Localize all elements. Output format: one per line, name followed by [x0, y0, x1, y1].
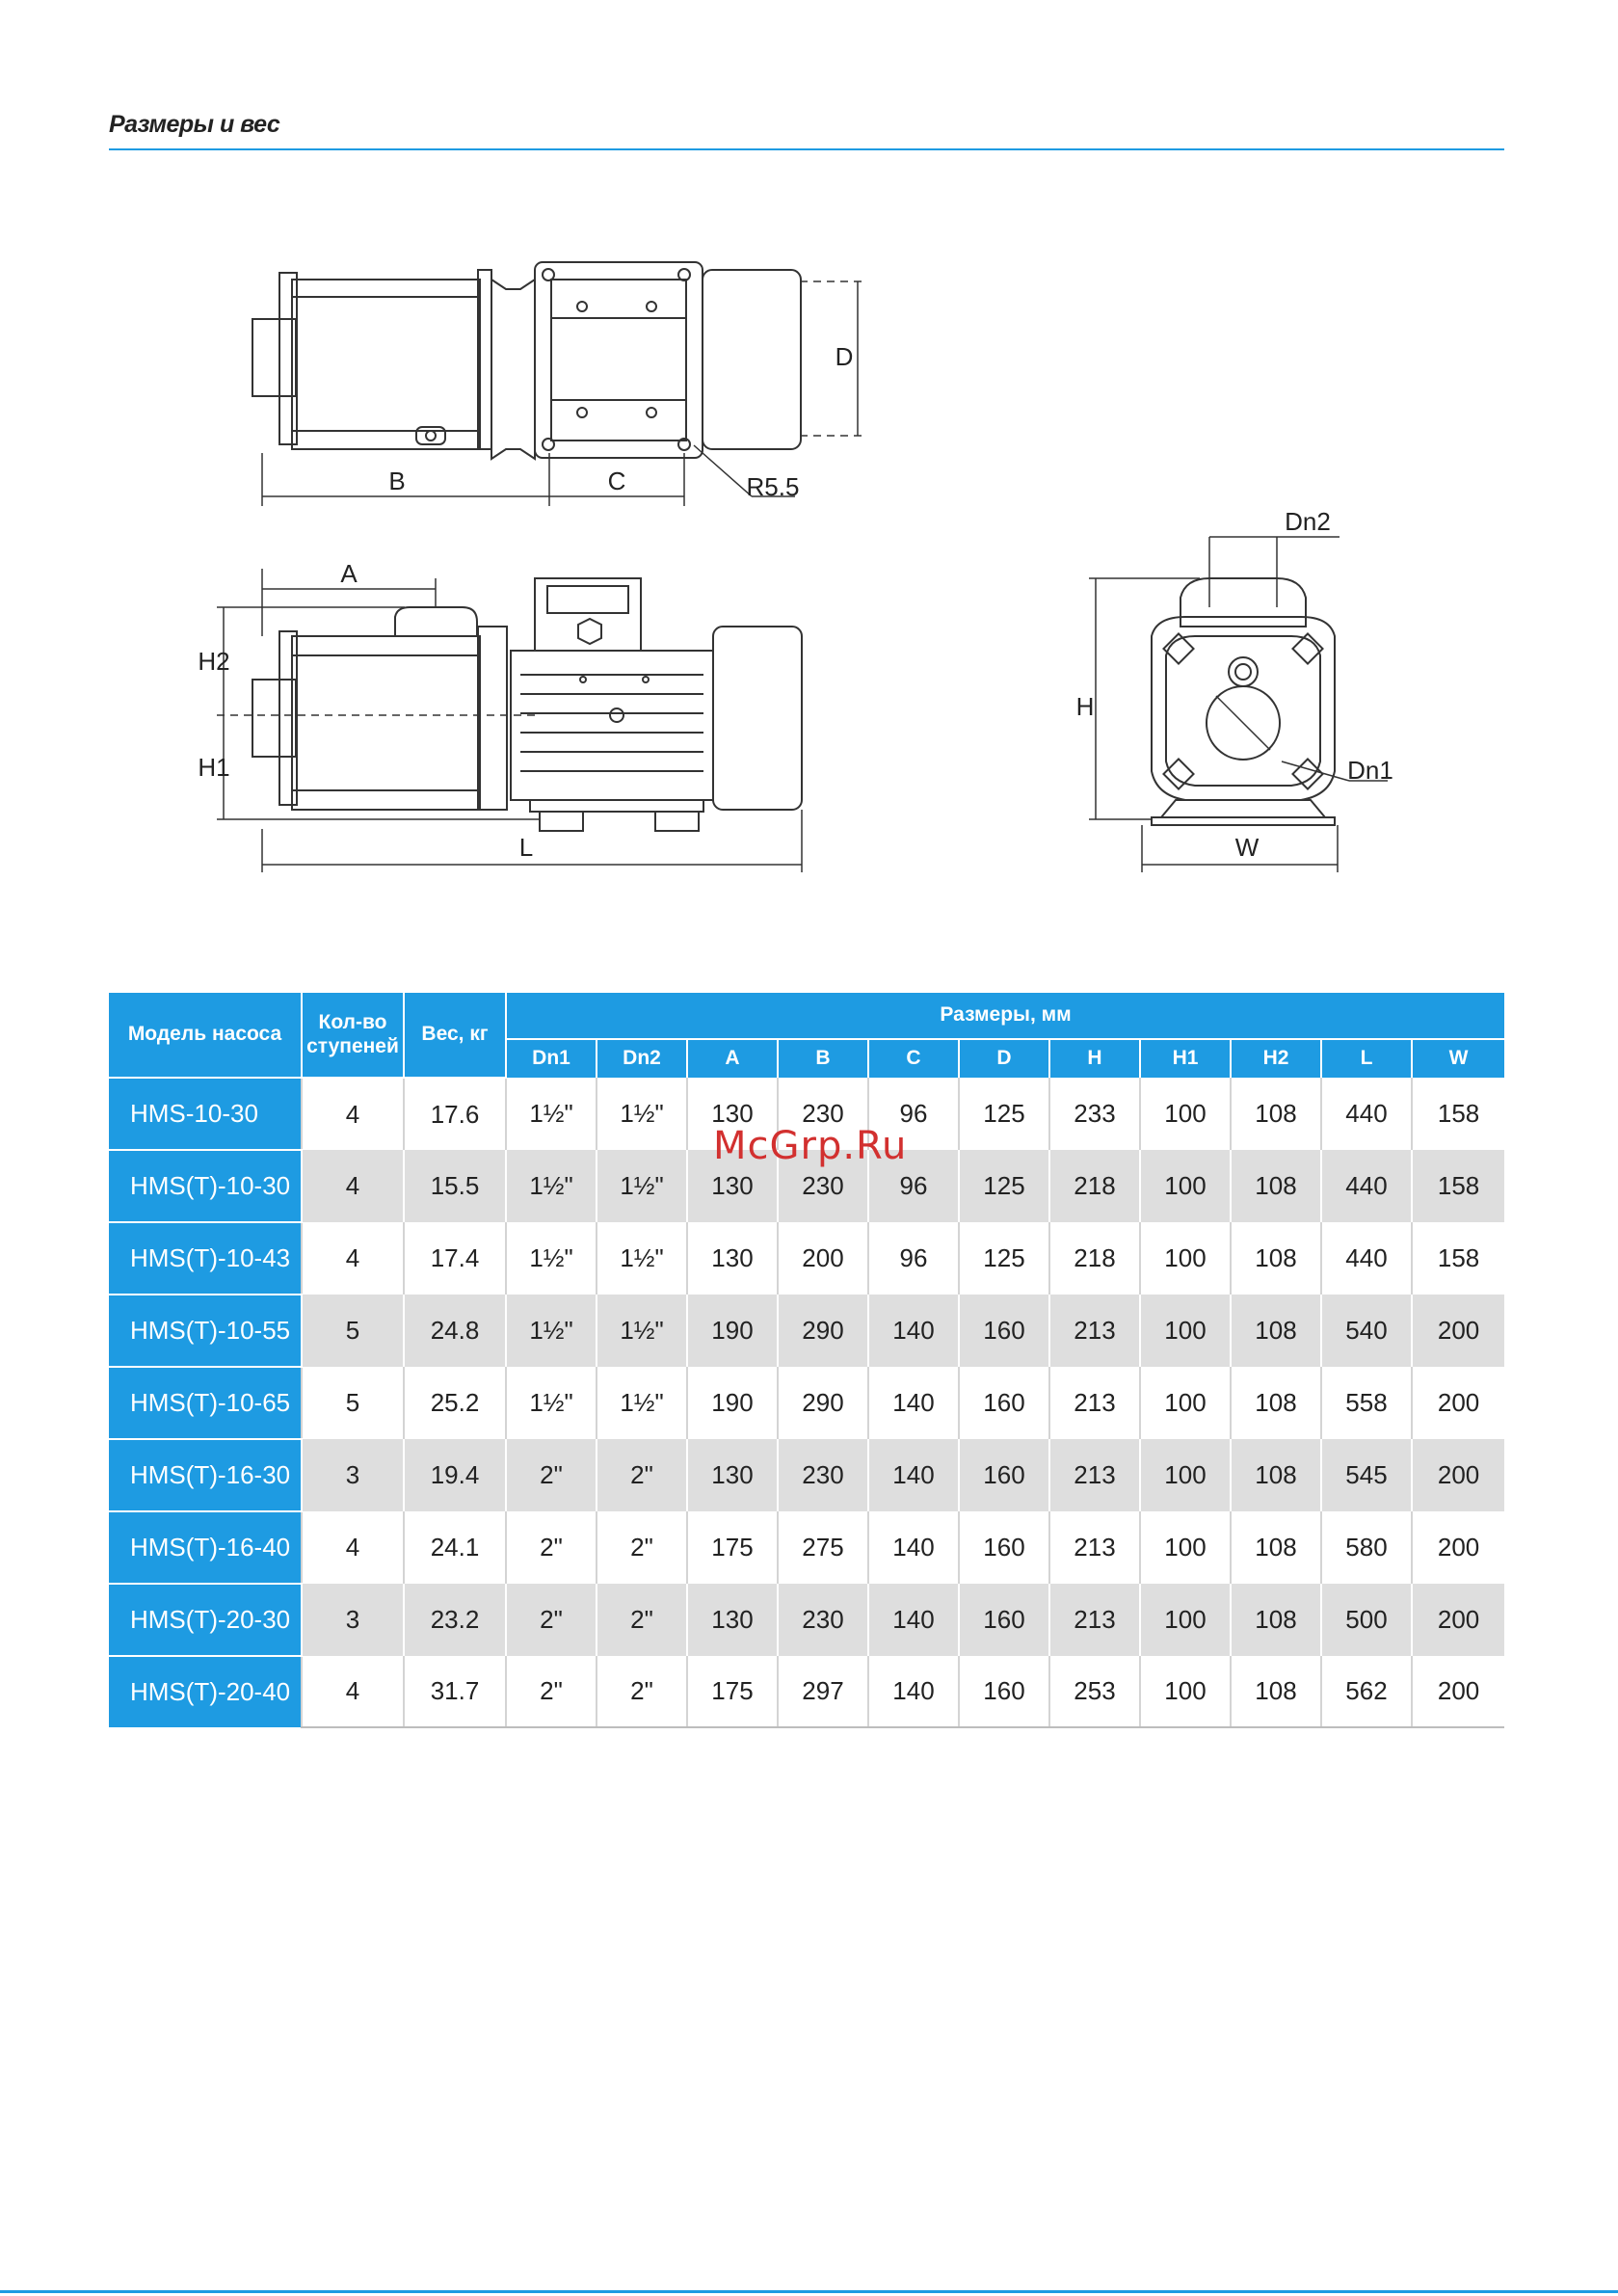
cell-b: 297 — [778, 1656, 868, 1727]
table-row — [109, 1295, 1504, 1367]
cell-stages: 4 — [302, 1150, 404, 1222]
cell-h2: 108 — [1231, 1511, 1321, 1584]
cell-dn2: 1½" — [597, 1295, 687, 1367]
label-side-a: A — [340, 559, 358, 588]
label-top-d: D — [835, 342, 854, 371]
label-top-c: C — [607, 467, 626, 495]
cell-dn1: 2" — [506, 1584, 597, 1656]
cell-model: HMS-10-30 — [109, 1078, 302, 1150]
cell-h2: 108 — [1231, 1656, 1321, 1727]
cell-b: 230 — [778, 1584, 868, 1656]
label-front-h: H — [1075, 692, 1095, 721]
cell-l: 558 — [1321, 1367, 1412, 1439]
cell-model: HMS(T)-20-30 — [109, 1584, 302, 1656]
table-row — [109, 1222, 1504, 1295]
cell-h: 218 — [1049, 1222, 1140, 1295]
cell-model: HMS(T)-16-40 — [109, 1511, 302, 1584]
cell-weight: 31.7 — [404, 1656, 506, 1727]
cell-model: HMS(T)-10-43 — [109, 1222, 302, 1295]
cell-w: 200 — [1412, 1439, 1504, 1511]
cell-model: HMS(T)-10-65 — [109, 1367, 302, 1439]
cell-h1: 100 — [1140, 1656, 1231, 1727]
cell-w: 200 — [1412, 1511, 1504, 1584]
cell-l: 440 — [1321, 1150, 1412, 1222]
cell-dn2: 2" — [597, 1439, 687, 1511]
cell-h: 218 — [1049, 1150, 1140, 1222]
section-title: Размеры и вес — [109, 111, 280, 138]
cell-c: 96 — [868, 1078, 959, 1150]
label-top-radius: R5.5 — [746, 472, 800, 501]
header-d: D — [959, 1039, 1049, 1078]
cell-b: 230 — [778, 1150, 868, 1222]
cell-l: 440 — [1321, 1078, 1412, 1150]
table-row — [109, 1656, 1504, 1727]
cell-d: 125 — [959, 1078, 1049, 1150]
cell-weight: 24.8 — [404, 1295, 506, 1367]
label-front-dn1: Dn1 — [1347, 756, 1393, 785]
cell-l: 500 — [1321, 1584, 1412, 1656]
cell-stages: 3 — [302, 1439, 404, 1511]
cell-c: 96 — [868, 1222, 959, 1295]
cell-c: 140 — [868, 1656, 959, 1727]
cell-a: 190 — [687, 1295, 778, 1367]
cell-h1: 100 — [1140, 1439, 1231, 1511]
cell-h1: 100 — [1140, 1078, 1231, 1150]
cell-a: 130 — [687, 1150, 778, 1222]
label-front-w: W — [1234, 833, 1260, 862]
cell-h1: 100 — [1140, 1367, 1231, 1439]
table-row — [109, 1367, 1504, 1439]
cell-b: 230 — [778, 1078, 868, 1150]
cell-h: 253 — [1049, 1656, 1140, 1727]
header-c: C — [868, 1039, 959, 1078]
cell-stages: 4 — [302, 1078, 404, 1150]
cell-stages: 5 — [302, 1367, 404, 1439]
watermark: McGrp.Ru — [713, 1124, 908, 1168]
cell-b: 275 — [778, 1511, 868, 1584]
front-view — [1152, 578, 1335, 825]
cell-b: 290 — [778, 1295, 868, 1367]
cell-dn2: 1½" — [597, 1367, 687, 1439]
cell-weight: 23.2 — [404, 1584, 506, 1656]
label-side-h2: H2 — [198, 647, 230, 676]
cell-a: 130 — [687, 1222, 778, 1295]
cell-weight: 25.2 — [404, 1367, 506, 1439]
cell-a: 130 — [687, 1439, 778, 1511]
cell-b: 290 — [778, 1367, 868, 1439]
cell-w: 200 — [1412, 1656, 1504, 1727]
cell-w: 158 — [1412, 1150, 1504, 1222]
cell-model: HMS(T)-16-30 — [109, 1439, 302, 1511]
header-dimensions: Размеры, мм — [506, 993, 1504, 1039]
cell-c: 140 — [868, 1367, 959, 1439]
cell-weight: 24.1 — [404, 1511, 506, 1584]
cell-c: 140 — [868, 1511, 959, 1584]
cell-stages: 4 — [302, 1511, 404, 1584]
label-top-b: B — [388, 467, 406, 495]
header-h2: H2 — [1231, 1039, 1321, 1078]
cell-dn1: 2" — [506, 1511, 597, 1584]
header-l: L — [1321, 1039, 1412, 1078]
cell-dn1: 1½" — [506, 1367, 597, 1439]
pump-spec-table — [109, 993, 1504, 1728]
cell-c: 140 — [868, 1439, 959, 1511]
header-dn1: Dn1 — [506, 1039, 597, 1078]
cell-h2: 108 — [1231, 1078, 1321, 1150]
cell-a: 130 — [687, 1078, 778, 1150]
cell-dn1: 1½" — [506, 1078, 597, 1150]
cell-stages: 4 — [302, 1222, 404, 1295]
cell-a: 175 — [687, 1511, 778, 1584]
cell-dn2: 1½" — [597, 1222, 687, 1295]
cell-h2: 108 — [1231, 1150, 1321, 1222]
header-weight: Вес, кг — [404, 993, 506, 1078]
header-w: W — [1412, 1039, 1504, 1078]
header-h: H — [1049, 1039, 1140, 1078]
cell-l: 562 — [1321, 1656, 1412, 1727]
cell-h1: 100 — [1140, 1511, 1231, 1584]
label-side-h1: H1 — [198, 753, 230, 782]
cell-l: 440 — [1321, 1222, 1412, 1295]
header-stages: Кол-во ступеней — [302, 993, 404, 1078]
cell-h: 213 — [1049, 1439, 1140, 1511]
cell-c: 140 — [868, 1584, 959, 1656]
cell-weight: 19.4 — [404, 1439, 506, 1511]
cell-dn2: 1½" — [597, 1078, 687, 1150]
cell-h2: 108 — [1231, 1295, 1321, 1367]
label-side-l: L — [518, 833, 534, 862]
cell-d: 160 — [959, 1656, 1049, 1727]
header-h1: H1 — [1140, 1039, 1231, 1078]
label-front-dn2: Dn2 — [1285, 507, 1331, 536]
cell-h: 213 — [1049, 1295, 1140, 1367]
cell-h: 213 — [1049, 1511, 1140, 1584]
cell-dn2: 1½" — [597, 1150, 687, 1222]
cell-d: 160 — [959, 1367, 1049, 1439]
cell-l: 545 — [1321, 1439, 1412, 1511]
cell-stages: 5 — [302, 1295, 404, 1367]
cell-b: 200 — [778, 1222, 868, 1295]
cell-weight: 15.5 — [404, 1150, 506, 1222]
table-row — [109, 1439, 1504, 1511]
cell-h1: 100 — [1140, 1150, 1231, 1222]
cell-w: 158 — [1412, 1222, 1504, 1295]
header-dn2: Dn2 — [597, 1039, 687, 1078]
side-view — [252, 578, 802, 831]
cell-h2: 108 — [1231, 1439, 1321, 1511]
cell-dn1: 2" — [506, 1439, 597, 1511]
cell-h: 213 — [1049, 1367, 1140, 1439]
cell-weight: 17.4 — [404, 1222, 506, 1295]
cell-l: 580 — [1321, 1511, 1412, 1584]
cell-w: 200 — [1412, 1295, 1504, 1367]
header-b: B — [778, 1039, 868, 1078]
spec-table-body — [109, 1078, 1504, 1727]
cell-h1: 100 — [1140, 1295, 1231, 1367]
cell-a: 190 — [687, 1367, 778, 1439]
pump-dimension-drawing — [0, 0, 1618, 906]
cell-stages: 3 — [302, 1584, 404, 1656]
cell-weight: 17.6 — [404, 1078, 506, 1150]
table-row — [109, 1584, 1504, 1656]
cell-dn2: 2" — [597, 1511, 687, 1584]
cell-c: 140 — [868, 1295, 959, 1367]
cell-model: HMS(T)-20-40 — [109, 1656, 302, 1727]
header-a: A — [687, 1039, 778, 1078]
top-view — [252, 262, 801, 459]
cell-model: HMS(T)-10-30 — [109, 1150, 302, 1222]
cell-dn2: 2" — [597, 1656, 687, 1727]
cell-b: 230 — [778, 1439, 868, 1511]
cell-stages: 4 — [302, 1656, 404, 1727]
table-row — [109, 1511, 1504, 1584]
cell-l: 540 — [1321, 1295, 1412, 1367]
cell-d: 160 — [959, 1511, 1049, 1584]
cell-dn1: 1½" — [506, 1295, 597, 1367]
cell-w: 200 — [1412, 1584, 1504, 1656]
bottom-rule — [0, 2290, 1618, 2293]
cell-c: 96 — [868, 1150, 959, 1222]
cell-a: 130 — [687, 1584, 778, 1656]
cell-h1: 100 — [1140, 1584, 1231, 1656]
cell-w: 158 — [1412, 1078, 1504, 1150]
cell-d: 160 — [959, 1295, 1049, 1367]
cell-d: 160 — [959, 1439, 1049, 1511]
cell-dn1: 2" — [506, 1656, 597, 1727]
cell-h1: 100 — [1140, 1222, 1231, 1295]
cell-h: 233 — [1049, 1078, 1140, 1150]
header-model: Модель насоса — [109, 993, 302, 1078]
cell-h2: 108 — [1231, 1584, 1321, 1656]
cell-dn1: 1½" — [506, 1150, 597, 1222]
cell-model: HMS(T)-10-55 — [109, 1295, 302, 1367]
cell-a: 175 — [687, 1656, 778, 1727]
cell-d: 125 — [959, 1150, 1049, 1222]
cell-dn2: 2" — [597, 1584, 687, 1656]
cell-d: 160 — [959, 1584, 1049, 1656]
cell-dn1: 1½" — [506, 1222, 597, 1295]
cell-h2: 108 — [1231, 1367, 1321, 1439]
cell-h2: 108 — [1231, 1222, 1321, 1295]
cell-w: 200 — [1412, 1367, 1504, 1439]
cell-h: 213 — [1049, 1584, 1140, 1656]
cell-d: 125 — [959, 1222, 1049, 1295]
